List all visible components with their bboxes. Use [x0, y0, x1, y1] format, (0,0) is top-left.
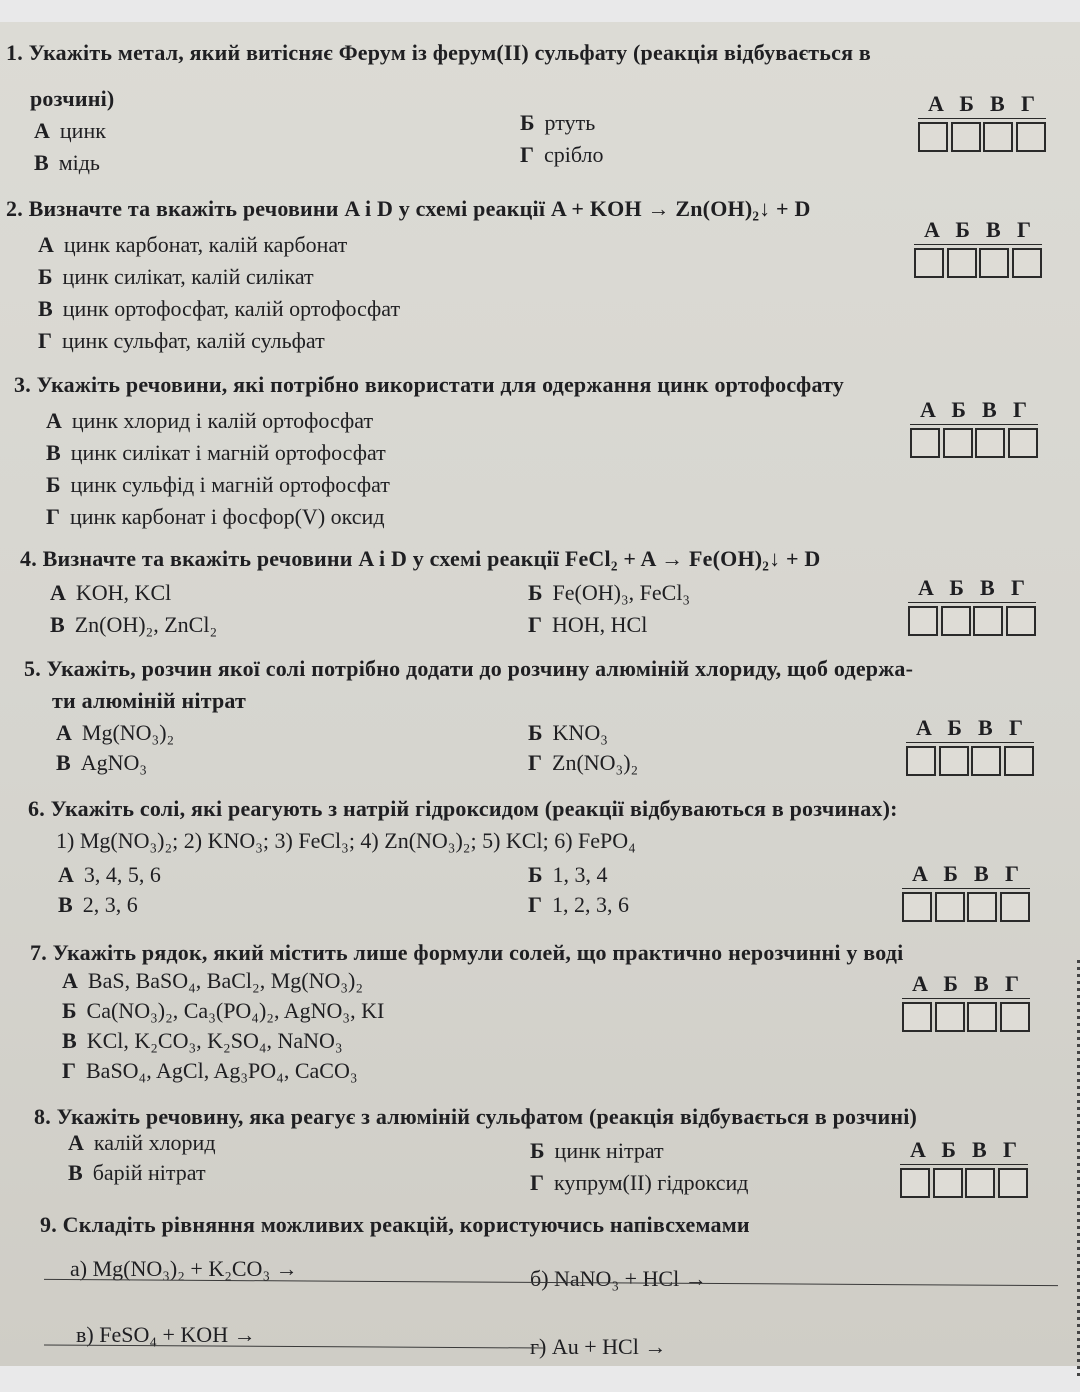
question-6-option-c: В 2, 3, 6	[58, 892, 138, 917]
question-1-title: 1. Укажіть метал, який витісняє Ферум із ферум(II) сульфату (реакція відбувається в	[6, 40, 871, 65]
question-1-option-c: В мідь	[34, 150, 100, 175]
question-1-option-b: Б ртуть	[520, 110, 596, 135]
answer-box-c[interactable]	[967, 892, 997, 922]
question-7-answer-grid: А Б В Г	[902, 972, 1030, 1032]
question-7-title: 7. Укажіть рядок, який містить лише формули солей, що практично нерозчинні у воді	[30, 940, 904, 965]
answer-box-b[interactable]	[943, 428, 973, 458]
question-6-option-b: Б 1, 3, 4	[528, 862, 608, 887]
equation-b: б) NaNO₃ + HCl →	[530, 1266, 707, 1291]
answer-box-a[interactable]	[900, 1168, 930, 1198]
answer-box-b[interactable]	[941, 606, 971, 636]
question-6-answer-grid: А Б В Г	[902, 862, 1030, 922]
question-4-option-b: Б Fe(OH)₃, FeCl₃	[528, 580, 691, 605]
question-1-title-cont: розчині)	[30, 86, 115, 111]
answer-box-d[interactable]	[1006, 606, 1036, 636]
answer-box-b[interactable]	[935, 1002, 965, 1032]
question-4-answer-grid: А Б В Г	[908, 576, 1036, 636]
question-4-title: 4. Визначте та вкажіть речовини A і D у схемі реакції FeCl₂ + A → Fe(OH)₂↓ + D	[20, 546, 821, 571]
answer-box-d[interactable]	[1000, 892, 1030, 922]
answer-box-d[interactable]	[1000, 1002, 1030, 1032]
question-6-option-a: А 3, 4, 5, 6	[58, 862, 161, 887]
answer-box-d[interactable]	[998, 1168, 1028, 1198]
question-2-option-d: Г цинк сульфат, калій сульфат	[38, 328, 325, 353]
question-4-option-a: А KOH, KCl	[50, 580, 172, 605]
question-2-option-a: А цинк карбонат, калій карбонат	[38, 232, 348, 257]
question-2-option-b: Б цинк силікат, калій силікат	[38, 264, 314, 289]
answer-box-a[interactable]	[914, 248, 944, 278]
answer-box-d[interactable]	[1012, 248, 1042, 278]
answer-box-c[interactable]	[967, 1002, 997, 1032]
question-1-option-d: Г срібло	[520, 142, 604, 167]
question-6-salt-list: 1) Mg(NO₃)₂; 2) KNO₃; 3) FeCl₃; 4) Zn(NO₃)₂; 5) KCl; 6) FePO₄	[56, 828, 636, 853]
question-3-answer-grid: А Б В Г	[910, 398, 1038, 458]
question-7-option-a: А BaS, BaSO₄, BaCl₂, Mg(NO₃)₂	[62, 968, 364, 993]
answer-box-b[interactable]	[933, 1168, 963, 1198]
question-5-title: 5. Укажіть, розчин якої солі потрібно додати до розчину алюміній хлориду, щоб одержа-	[24, 656, 914, 681]
answer-box-c[interactable]	[971, 746, 1001, 776]
question-6-option-d: Г 1, 2, 3, 6	[528, 892, 629, 917]
answer-box-b[interactable]	[951, 122, 981, 152]
question-8-option-c: В барій нітрат	[68, 1160, 206, 1185]
question-3-option-d: Г цинк карбонат і фосфор(V) оксид	[46, 504, 385, 529]
answer-box-a[interactable]	[910, 428, 940, 458]
answer-box-a[interactable]	[902, 892, 932, 922]
question-1-answer-grid: А Б В Г	[918, 92, 1046, 152]
question-3-option-a: А цинк хлорид і калій ортофосфат	[46, 408, 374, 433]
answer-box-b[interactable]	[939, 746, 969, 776]
equation-d: г) Au + HCl →	[530, 1334, 667, 1359]
question-2-option-c: В цинк ортофосфат, калій ортофосфат	[38, 296, 401, 321]
question-3-option-c: В цинк силікат і магній ортофосфат	[46, 440, 386, 465]
equation-a: а) Mg(NO₃)₂ + K₂CO₃ →	[70, 1256, 298, 1281]
answer-box-c[interactable]	[979, 248, 1009, 278]
question-8-option-b: Б цинк нітрат	[530, 1138, 664, 1163]
answer-box-d[interactable]	[1004, 746, 1034, 776]
answer-box-c[interactable]	[973, 606, 1003, 636]
question-5-option-a: А Mg(NO₃)₂	[56, 720, 175, 745]
question-3-title: 3. Укажіть речовини, які потрібно використати для одержання цинк ортофосфату	[14, 372, 844, 397]
question-7-option-c: В KCl, K₂CO₃, K₂SO₄, NaNO₃	[62, 1028, 343, 1053]
question-3-option-b: Б цинк сульфід і магній ортофосфат	[46, 472, 390, 497]
answer-box-c[interactable]	[983, 122, 1013, 152]
answer-box-a[interactable]	[902, 1002, 932, 1032]
question-8-option-d: Г купрум(II) гідроксид	[530, 1170, 749, 1195]
answer-box-b[interactable]	[947, 248, 977, 278]
question-8-answer-grid: А Б В Г	[900, 1138, 1028, 1198]
question-8-option-a: А калій хлорид	[68, 1130, 216, 1155]
question-5-answer-grid: А Б В Г	[906, 716, 1034, 776]
question-4-option-c: В Zn(OH)₂, ZnCl₂	[50, 612, 218, 637]
question-6-title: 6. Укажіть солі, які реагують з натрій гідроксидом (реакції відбуваються в розчинах):	[28, 796, 898, 821]
answer-box-c[interactable]	[965, 1168, 995, 1198]
question-5-option-c: В AgNO₃	[56, 750, 148, 775]
answer-box-d[interactable]	[1016, 122, 1046, 152]
question-2-title: 2. Визначте та вкажіть речовини A і D у схемі реакції A + KOH → Zn(OH)₂↓ + D	[6, 196, 811, 221]
question-5-option-d: Г Zn(NO₃)₂	[528, 750, 639, 775]
answer-box-b[interactable]	[935, 892, 965, 922]
answer-box-a[interactable]	[906, 746, 936, 776]
question-1-option-a: А цинк	[34, 118, 106, 143]
answer-box-d[interactable]	[1008, 428, 1038, 458]
question-9-title: 9. Складіть рівняння можливих реакцій, користуючись напівсхемами	[40, 1212, 750, 1237]
equation-c: в) FeSO₄ + KOH →	[76, 1322, 256, 1347]
question-5-option-b: Б KNO₃	[528, 720, 608, 745]
question-5-title-cont: ти алюміній нітрат	[52, 688, 247, 713]
answer-box-c[interactable]	[975, 428, 1005, 458]
question-7-option-b: Б Ca(NO₃)₂, Ca₃(PO₄)₂, AgNO₃, KI	[62, 998, 385, 1023]
answer-box-a[interactable]	[918, 122, 948, 152]
question-2-answer-grid: А Б В Г	[914, 218, 1042, 278]
question-7-option-d: Г BaSO₄, AgCl, Ag₃PO₄, CaCO₃	[62, 1058, 358, 1083]
question-8-title: 8. Укажіть речовину, яка реагує з алюміній сульфатом (реакція відбувається в розчині)	[34, 1104, 918, 1129]
answer-box-a[interactable]	[908, 606, 938, 636]
question-4-option-d: Г HOH, HCl	[528, 612, 648, 637]
